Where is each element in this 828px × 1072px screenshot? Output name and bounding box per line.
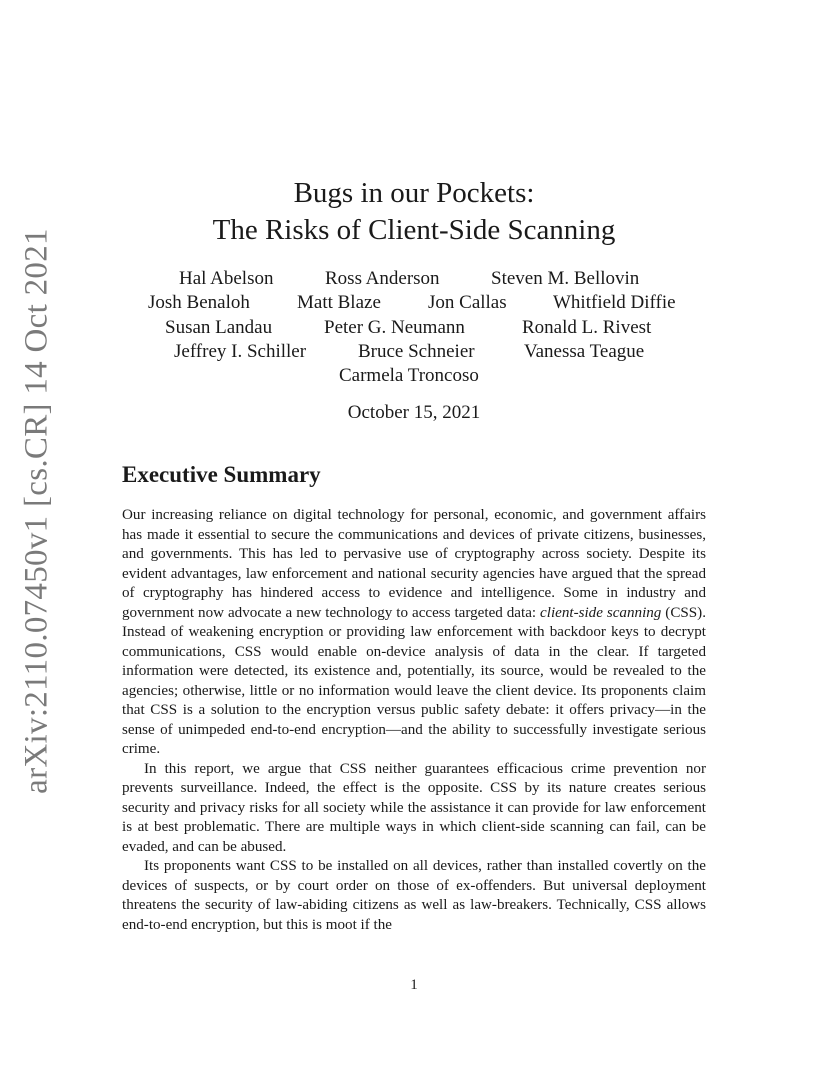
author-name: Hal Abelson: [179, 268, 274, 289]
author-name: Ronald L. Rivest: [522, 317, 652, 338]
author-name: Bruce Schneier: [358, 341, 475, 362]
author-name: Jeffrey I. Schiller: [174, 341, 307, 362]
author-name: Steven M. Bellovin: [491, 268, 640, 289]
publication-date: October 15, 2021: [347, 402, 481, 423]
body-text: [122, 506, 706, 935]
paragraph-text: Our increasing reliance on digital technology for personal, economic, and government affairs has made it essential to secure the communications and devices of private citizens, businesses, and governments. This has led to pervasive use of cryptography across society. Despite its evident advantages, law enforcement and national security agencies have argued that the spread of cryptography has hindered access to evidence and intelligence. Some in industry and government now advocate a new technology to access targeted data:: [122, 507, 706, 621]
title-line-1: Bugs in our Pockets:: [293, 177, 535, 209]
author-name: Peter G. Neumann: [324, 317, 465, 338]
author-name: Ross Anderson: [325, 268, 440, 289]
author-name: Jon Callas: [428, 292, 507, 313]
paragraph: In this report, we argue that CSS neither guarantees efficacious crime prevention nor prevents surveillance. Indeed, the effect is the opposite. CSS by its nature creates serious security and privacy risks for all society while the assistance it can provide for law enforcement is at best problematic. There are multiple ways in which client-side scanning can fail, can be evaded, and can be abused.: [122, 760, 706, 855]
author-name: Whitfield Diffie: [553, 292, 676, 313]
paragraph-text: (CSS). Instead of weakening encryption or providing law enforcement with backdoor keys to decrypt communications, CSS would enable on-device analysis of data in the clear. If targeted information were detected, its existence and, potentially, its source, would be revealed to the agencies; otherwise, little or no information would leave the client device. Its proponents claim that CSS is a solution to the encryption versus public safety debate: it offers privacy—in the sense of unimpeded end-to-end encryption—and the ability to successfully investigate serious crime.: [122, 604, 706, 757]
author-name: Carmela Troncoso: [339, 365, 479, 386]
author-name: Matt Blaze: [297, 292, 381, 313]
arxiv-identifier-stamp: [16, 228, 58, 794]
author-name: Josh Benaloh: [148, 292, 250, 313]
title-line-2: The Risks of Client-Side Scanning: [212, 214, 616, 246]
section-heading: Executive Summary: [122, 462, 321, 487]
author-name: Vanessa Teague: [524, 341, 645, 362]
page-number: 1: [410, 977, 418, 993]
paragraph: [122, 506, 706, 760]
emphasized-term: client-side scanning: [540, 604, 662, 621]
author-name: Susan Landau: [165, 317, 273, 338]
paragraph: Its proponents want CSS to be installed on all devices, rather than installed covertly on the devices of suspects, or by court order on those of ex-offenders. But universal deployment threatens the security of law-abiding citizens as well as law-breakers. Technically, CSS allows end-to-end encryption, but this is moot if the: [122, 858, 706, 933]
arxiv-identifier-text: arXiv:2110.07450v1 [cs.CR] 14 Oct 2021: [18, 228, 55, 794]
